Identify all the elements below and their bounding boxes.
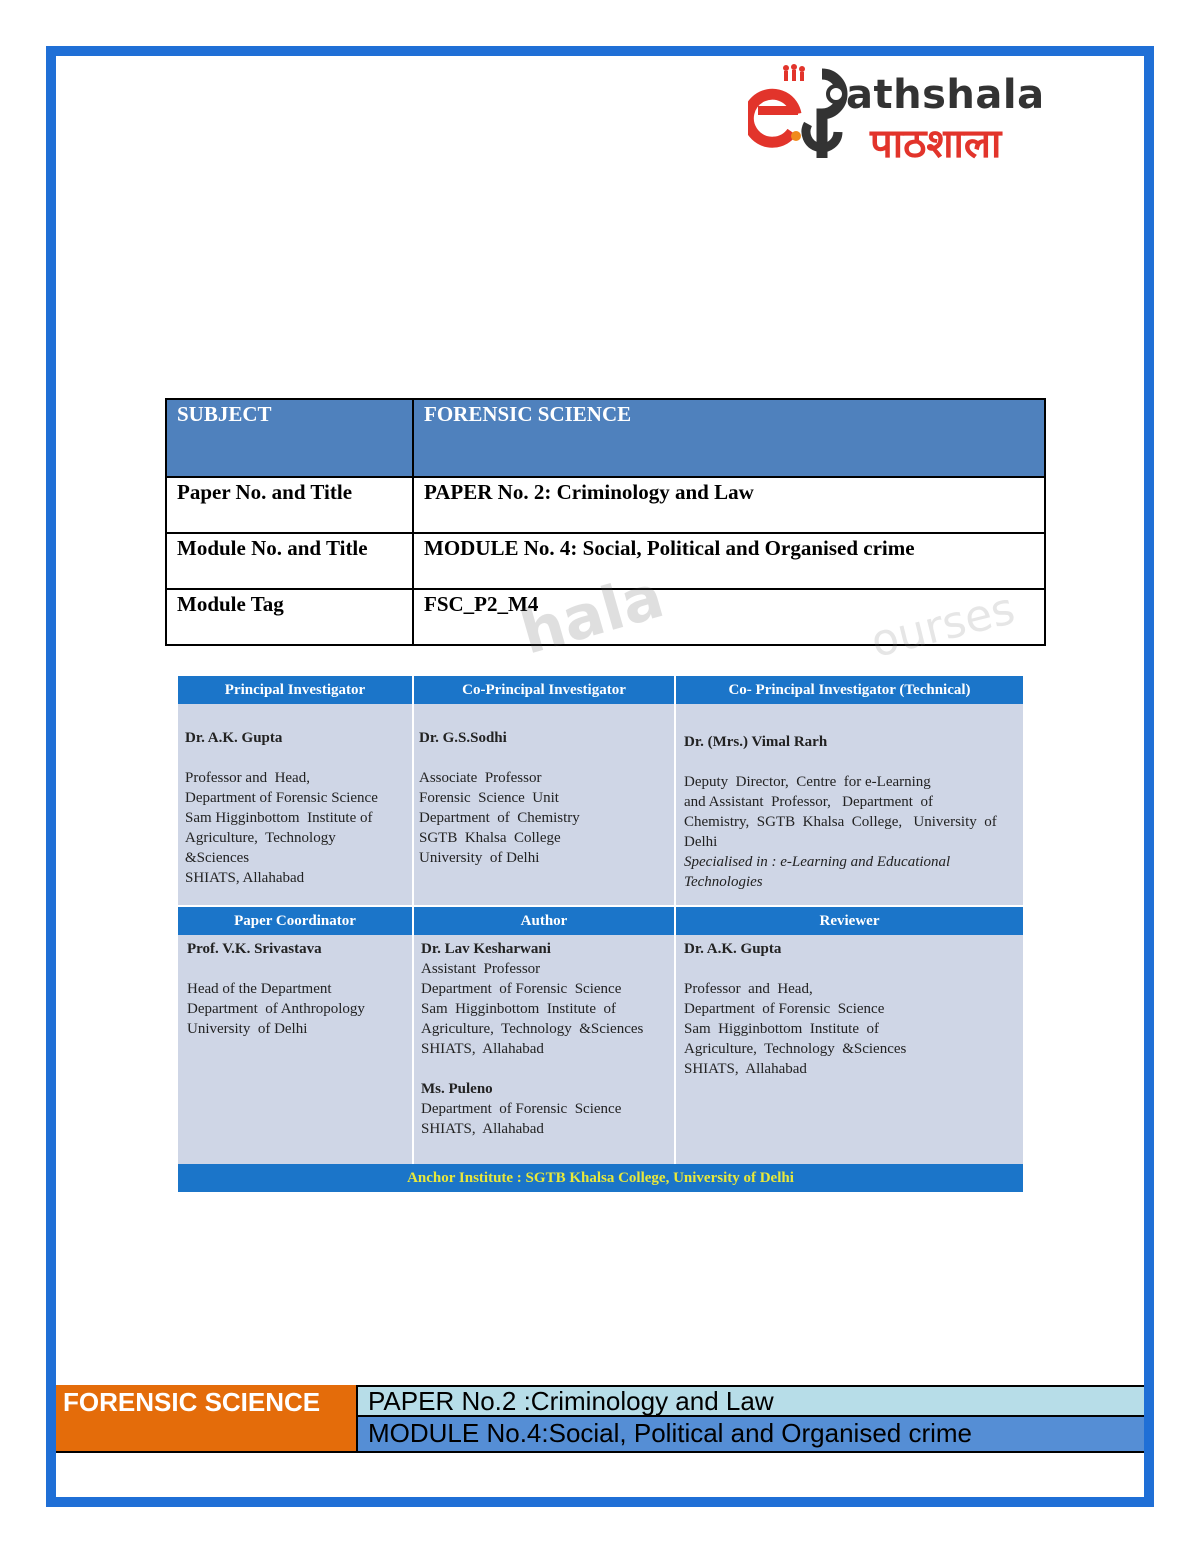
pi-line: Department of Forensic Science bbox=[185, 790, 378, 806]
co-pi-tech-line: Chemistry, SGTB Khalsa College, University of bbox=[684, 814, 997, 830]
reviewer-line: Professor and Head, bbox=[684, 981, 813, 997]
co-pi-tech-line: Deputy Director, Centre for e-Learning bbox=[684, 774, 931, 790]
footer-subject: FORENSIC SCIENCE bbox=[56, 1385, 356, 1451]
watermark-text-2: ourses bbox=[865, 583, 1020, 668]
module-tag-label: Module Tag bbox=[166, 589, 413, 645]
reviewer-line: Department of Forensic Science bbox=[684, 1001, 885, 1017]
footer-band bbox=[56, 1385, 1144, 1451]
reviewer-line: Agriculture, Technology &Sciences bbox=[684, 1041, 907, 1057]
table-row bbox=[166, 589, 1045, 645]
pi-name: Dr. A.K. Gupta bbox=[185, 730, 283, 746]
subject-value: FORENSIC SCIENCE bbox=[413, 399, 1045, 477]
pi-line: SHIATS, Allahabad bbox=[185, 870, 305, 886]
module-label: Module No. and Title bbox=[166, 533, 413, 589]
logo-text-hindi: पाठशाला bbox=[870, 121, 1002, 167]
co-pi-line: Associate Professor bbox=[419, 770, 542, 786]
subject-table bbox=[165, 398, 1046, 646]
table-row bbox=[166, 533, 1045, 589]
footer-module: MODULE No.4:Social, Political and Organised crime bbox=[356, 1417, 1144, 1451]
author-line-2: SHIATS, Allahabad bbox=[421, 1121, 544, 1137]
header-author: Author bbox=[414, 907, 674, 935]
coordinator-block bbox=[187, 939, 410, 1039]
coordinator-line: Head of the Department bbox=[187, 981, 332, 997]
pi-line: Sam Higginbottom Institute of bbox=[185, 810, 373, 826]
author-line: Agriculture, Technology &Sciences bbox=[421, 1021, 644, 1037]
co-pi-tech-specialised: Specialised in : e-Learning and Educational bbox=[684, 854, 951, 870]
module-tag-value: FSC_P2_M4 bbox=[413, 589, 1045, 645]
table-row bbox=[166, 399, 1045, 477]
author-line: Department of Forensic Science bbox=[421, 981, 622, 997]
author-name-2: Ms. Puleno bbox=[421, 1081, 493, 1097]
co-pi-tech-name: Dr. (Mrs.) Vimal Rarh bbox=[684, 734, 828, 750]
pi-line: &Sciences bbox=[185, 850, 250, 866]
logo-text-english: athshala bbox=[846, 72, 1045, 118]
header-co-principal-investigator-technical: Co- Principal Investigator (Technical) bbox=[676, 676, 1023, 704]
paper-value: PAPER No. 2: Criminology and Law bbox=[413, 477, 1045, 533]
reviewer-line: SHIATS, Allahabad bbox=[684, 1061, 807, 1077]
watermark-text: hala bbox=[513, 561, 672, 669]
co-pi-tech-line: Delhi bbox=[684, 834, 718, 850]
table-row bbox=[166, 477, 1045, 533]
coordinator-name: Prof. V.K. Srivastava bbox=[187, 941, 322, 957]
subject-label: SUBJECT bbox=[166, 399, 413, 477]
author-line: Assistant Professor bbox=[421, 961, 541, 977]
pi-block bbox=[185, 728, 410, 888]
footer-paper: PAPER No.2 :Criminology and Law bbox=[356, 1385, 1144, 1417]
reviewer-name: Dr. A.K. Gupta bbox=[684, 941, 782, 957]
coordinator-line: University of Delhi bbox=[187, 1021, 308, 1037]
footer-rule bbox=[56, 1451, 1144, 1453]
epathshala-logo bbox=[748, 62, 1108, 172]
header-co-principal-investigator: Co-Principal Investigator bbox=[414, 676, 674, 704]
co-pi-line: University of Delhi bbox=[419, 850, 540, 866]
pi-line: Agriculture, Technology bbox=[185, 830, 336, 846]
author-block bbox=[421, 939, 671, 1139]
author-line: SHIATS, Allahabad bbox=[421, 1041, 544, 1057]
co-pi-line: Department of Chemistry bbox=[419, 810, 580, 826]
author-name: Dr. Lav Kesharwani bbox=[421, 941, 551, 957]
coordinator-line: Department of Anthropology bbox=[187, 1001, 365, 1017]
module-value: MODULE No. 4: Social, Political and Organised crime bbox=[413, 533, 1045, 589]
reviewer-block bbox=[684, 939, 1020, 1079]
header-paper-coordinator: Paper Coordinator bbox=[178, 907, 412, 935]
anchor-institute: Anchor Institute : SGTB Khalsa College, University of Delhi bbox=[178, 1164, 1023, 1192]
author-line: Sam Higginbottom Institute of bbox=[421, 1001, 616, 1017]
credits-panel bbox=[178, 676, 1023, 1192]
co-pi-tech-block bbox=[684, 732, 1020, 892]
co-pi-block bbox=[419, 728, 669, 868]
header-principal-investigator: Principal Investigator bbox=[178, 676, 412, 704]
paper-label: Paper No. and Title bbox=[166, 477, 413, 533]
co-pi-line: Forensic Science Unit bbox=[419, 790, 559, 806]
co-pi-line: SGTB Khalsa College bbox=[419, 830, 561, 846]
co-pi-tech-line: and Assistant Professor, Department of bbox=[684, 794, 933, 810]
author-line-2: Department of Forensic Science bbox=[421, 1101, 622, 1117]
co-pi-name: Dr. G.S.Sodhi bbox=[419, 730, 507, 746]
pi-line: Professor and Head, bbox=[185, 770, 310, 786]
co-pi-tech-specialised: Technologies bbox=[684, 874, 763, 890]
header-reviewer: Reviewer bbox=[676, 907, 1023, 935]
epathshala-logo-mark-icon bbox=[748, 62, 858, 172]
reviewer-line: Sam Higginbottom Institute of bbox=[684, 1021, 879, 1037]
